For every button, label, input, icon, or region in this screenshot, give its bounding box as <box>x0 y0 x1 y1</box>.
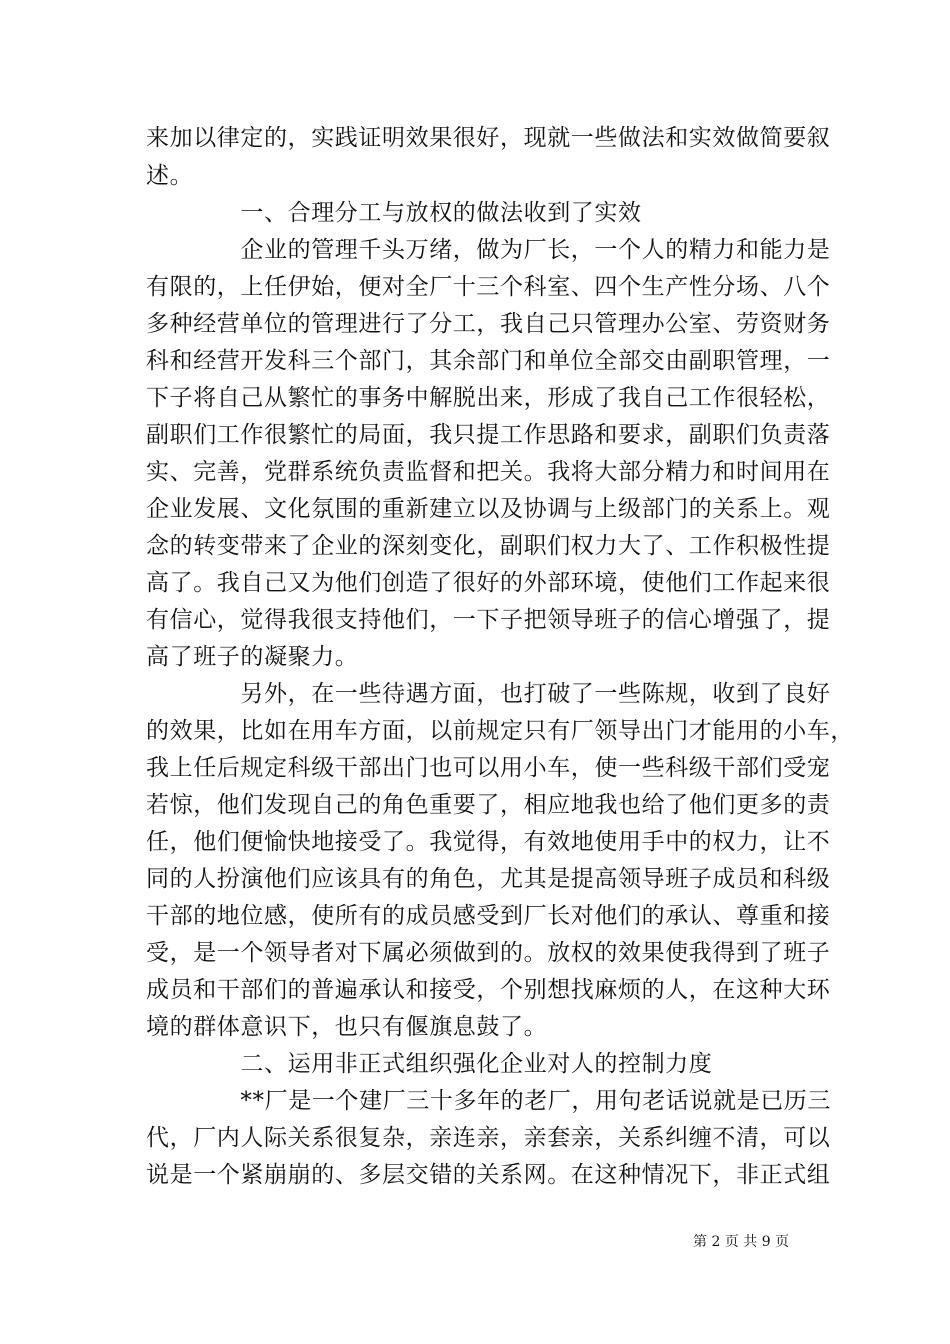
text-line: 高了。我自己又为他们创造了很好的外部环境，使他们工作起来很 <box>146 570 831 596</box>
text-line: 受，是一个领导者对下属必须做到的。放权的效果使我得到了班子 <box>146 940 831 966</box>
text-line: 下子将自己从繁忙的事务中解脱出来，形成了我自己工作很轻松， <box>146 385 831 411</box>
text-line: 多种经营单位的管理进行了分工，我自己只管理办公室、劳资财务 <box>146 311 831 337</box>
text-line: 代，厂内人际关系很复杂，亲连亲，亲套亲，关系纠缠不清，可以 <box>146 1125 831 1151</box>
text-line: 我上任后规定科级干部出门也可以用小车，使一些科级干部们受宠 <box>146 755 831 781</box>
text-line: 若惊，他们发现自己的角色重要了，相应地我也给了他们更多的责 <box>146 792 831 818</box>
section-heading: 一、合理分工与放权的做法收到了实效 <box>146 200 642 226</box>
text-line: 高了班子的凝聚力。 <box>146 644 359 670</box>
text-line: 述。 <box>146 163 194 189</box>
text-line: 有限的，上任伊始，便对全厂十三个科室、四个生产性分场、八个 <box>146 274 831 300</box>
text-line: 境的群体意识下，也只有偃旗息鼓了。 <box>146 1014 548 1040</box>
text-line: 副职们工作很繁忙的局面，我只提工作思路和要求，副职们负责落 <box>146 422 831 448</box>
text-line: **厂是一个建厂三十多年的老厂，用句老话说就是已历三 <box>146 1088 831 1114</box>
text-line: 说是一个紧崩崩的、多层交错的关系网。在这种情况下，非正式组 <box>146 1162 831 1188</box>
text-line: 企业发展、文化氛围的重新建立以及协调与上级部门的关系上。观 <box>146 496 831 522</box>
text-line: 有信心，觉得我很支持他们，一下子把领导班子的信心增强了，提 <box>146 607 831 633</box>
text-line: 念的转变带来了企业的深刻变化，副职们权力大了、工作积极性提 <box>146 533 831 559</box>
text-line: 干部的地位感，使所有的成员感受到厂长对他们的承认、尊重和接 <box>146 903 831 929</box>
page-number-footer: 第 2 页 共 9 页 <box>693 1234 790 1250</box>
text-line: 企业的管理千头万绪，做为厂长，一个人的精力和能力是 <box>146 237 831 263</box>
text-line: 来加以律定的，实践证明效果很好，现就一些做法和实效做简要叙 <box>146 125 831 151</box>
section-heading: 二、运用非正式组织强化企业对人的控制力度 <box>146 1051 713 1077</box>
text-line: 的效果，比如在用车方面，以前规定只有厂领导出门才能用的小车， <box>146 718 854 744</box>
text-line: 任，他们便愉快地接受了。我觉得，有效地使用手中的权力，让不 <box>146 829 831 855</box>
text-line: 另外，在一些待遇方面，也打破了一些陈规，收到了良好 <box>146 681 831 707</box>
text-line: 实、完善，党群系统负责监督和把关。我将大部分精力和时间用在 <box>146 459 831 485</box>
text-line: 科和经营开发科三个部门，其余部门和单位全部交由副职管理，一 <box>146 348 831 374</box>
text-line: 成员和干部们的普遍承认和接受，个别想找麻烦的人，在这种大环 <box>146 977 831 1003</box>
text-line: 同的人扮演他们应该具有的角色，尤其是提高领导班子成员和科级 <box>146 866 831 892</box>
